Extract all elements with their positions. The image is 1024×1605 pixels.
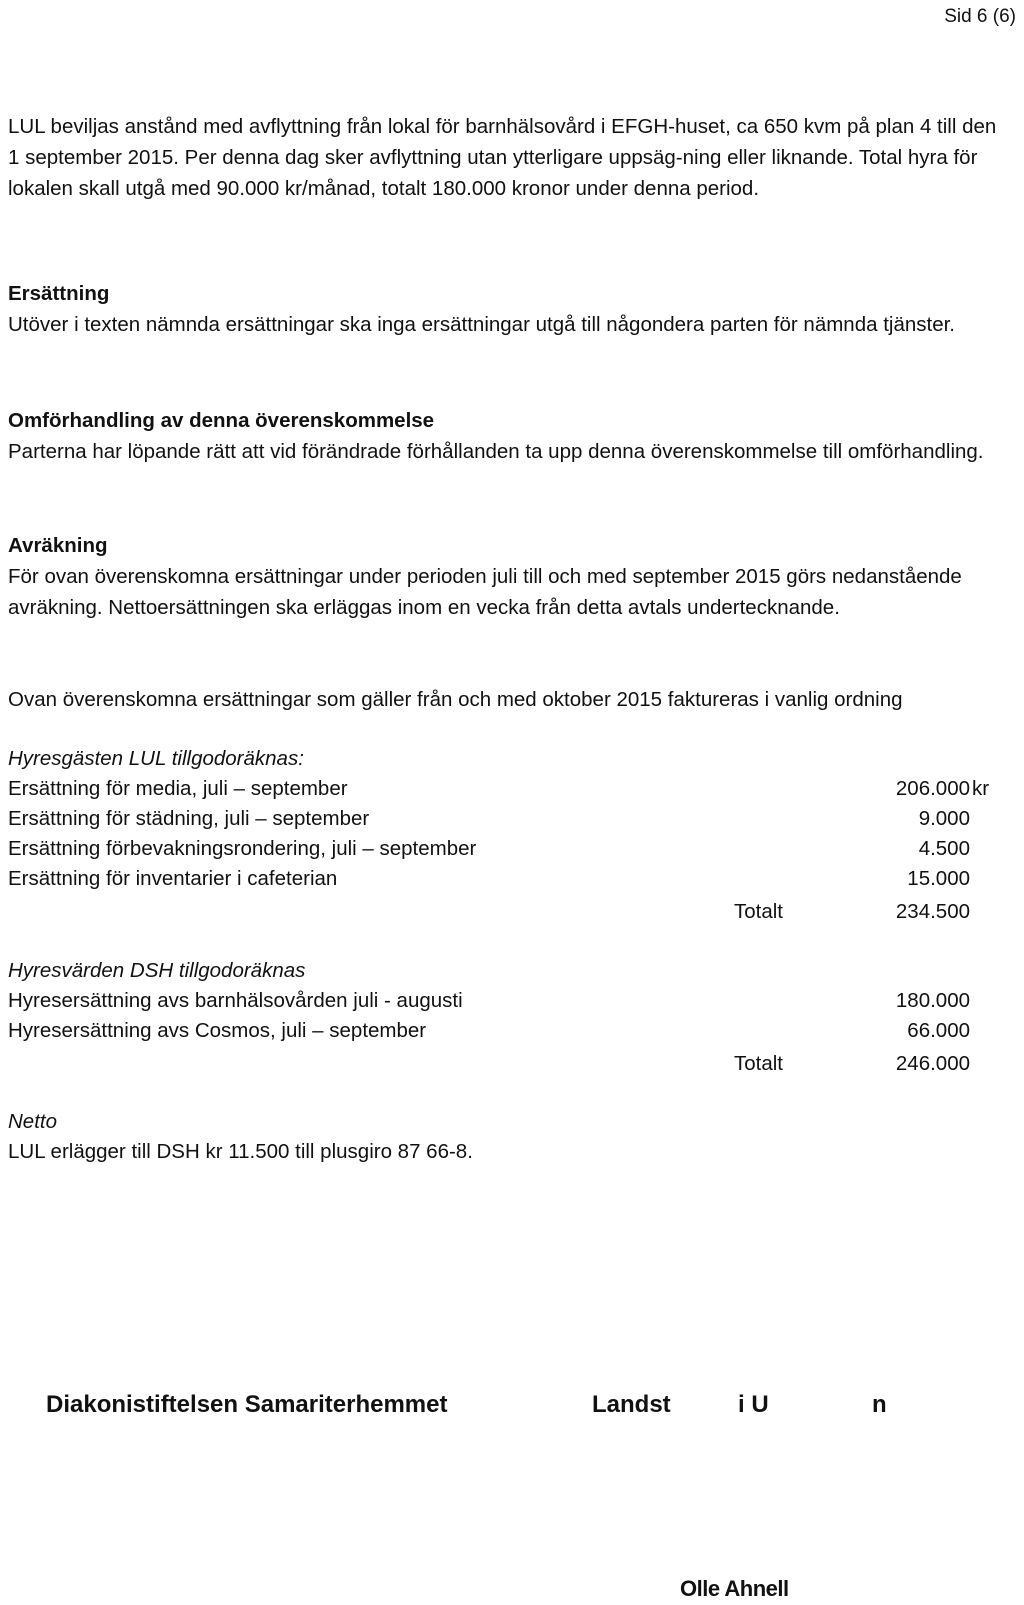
lul-credit-row — [8, 864, 1008, 894]
lul-credit-row — [8, 774, 1008, 804]
lul-credit-item-amount: 206.000 — [895, 777, 970, 800]
lul-credit-item-unit: kr — [972, 777, 990, 800]
page-number: Sid 6 (6) — [944, 6, 1016, 27]
netto-text: LUL erlägger till DSH kr 11.500 till plusgiro 87 66-8. — [8, 1140, 473, 1163]
lul-credit-total-row — [8, 897, 1008, 927]
dsh-credit-row — [8, 986, 1008, 1016]
ersattning-body: Utöver i texten nämnda ersättningar ska inga ersättningar utgå till någondera parten för nämnda tjänster. — [8, 313, 955, 336]
lul-credit-title: Hyresgästen LUL tillgodoräknas: — [8, 747, 304, 770]
dsh-credit-item-amount: 66.000 — [907, 1019, 970, 1042]
ersattning-heading: Ersättning — [8, 282, 110, 305]
footer-org-landsting-part1: Landst — [592, 1391, 671, 1418]
lul-credit-row — [8, 804, 1008, 834]
avrakning-note: Ovan överenskomna ersättningar som gäller från och med oktober 2015 faktureras i vanlig ordning — [8, 688, 903, 711]
dsh-credit-total-amount: 246.000 — [895, 1052, 970, 1075]
lul-credit-item-label: Ersättning förbevakningsrondering, juli – september — [8, 837, 477, 860]
lul-credit-item-label: Ersättning för städning, juli – september — [8, 807, 370, 830]
lul-credit-item-amount: 4.500 — [918, 837, 970, 860]
lul-credit-item-label: Ersättning för media, juli – september — [8, 777, 348, 800]
netto-title: Netto — [8, 1110, 57, 1133]
lul-credit-row — [8, 834, 1008, 864]
lul-credit-item-amount: 9.000 — [918, 807, 970, 830]
signature-name: Olle Ahnell — [680, 1576, 789, 1601]
lul-credit-item-amount: 15.000 — [907, 867, 970, 890]
avrakning-heading: Avräkning — [8, 534, 108, 557]
dsh-credit-row — [8, 1016, 1008, 1046]
dsh-credit-item-label: Hyresersättning avs barnhälsovården juli - augusti — [8, 989, 463, 1012]
intro-paragraph: LUL beviljas anstånd med avflyttning från lokal för barnhälsovård i EFGH-huset, ca 650 kvm på plan 4 till den 1 september 2015. Per denna dag sker avflyttning utan ytterligare uppsäg-ning eller liknande. Total hyra för lokalen skall utgå med 90.000 kr/månad, totalt 180.000 kronor under denna period. — [8, 115, 997, 200]
footer-org-landsting-part2: i U — [738, 1391, 769, 1418]
lul-credit-item-label: Ersättning för inventarier i cafeterian — [8, 867, 338, 890]
dsh-credit-total-row — [8, 1049, 1008, 1079]
omforhandling-heading: Omförhandling av denna överenskommelse — [8, 409, 435, 432]
lul-credit-total-label: Totalt — [734, 900, 783, 923]
dsh-credit-item-amount: 180.000 — [895, 989, 970, 1012]
dsh-credit-item-label: Hyresersättning avs Cosmos, juli – september — [8, 1019, 427, 1042]
avrakning-body: För ovan överenskomna ersättningar under perioden juli till och med september 2015 görs nedanstående avräkning. Nettoersättningen ska erläggas inom en vecka från detta avtals undertecknande. — [8, 565, 962, 619]
omforhandling-body: Parterna har löpande rätt att vid förändrade förhållanden ta upp denna överenskommelse till omförhandling. — [8, 440, 984, 463]
dsh-credit-title: Hyresvärden DSH tillgodoräknas — [8, 959, 306, 982]
dsh-credit-total-label: Totalt — [734, 1052, 783, 1075]
lul-credit-total-amount: 234.500 — [895, 900, 970, 923]
footer-org-dsh: Diakonistiftelsen Samariterhemmet — [46, 1391, 448, 1418]
footer-org-landsting-part3: n — [872, 1391, 887, 1418]
